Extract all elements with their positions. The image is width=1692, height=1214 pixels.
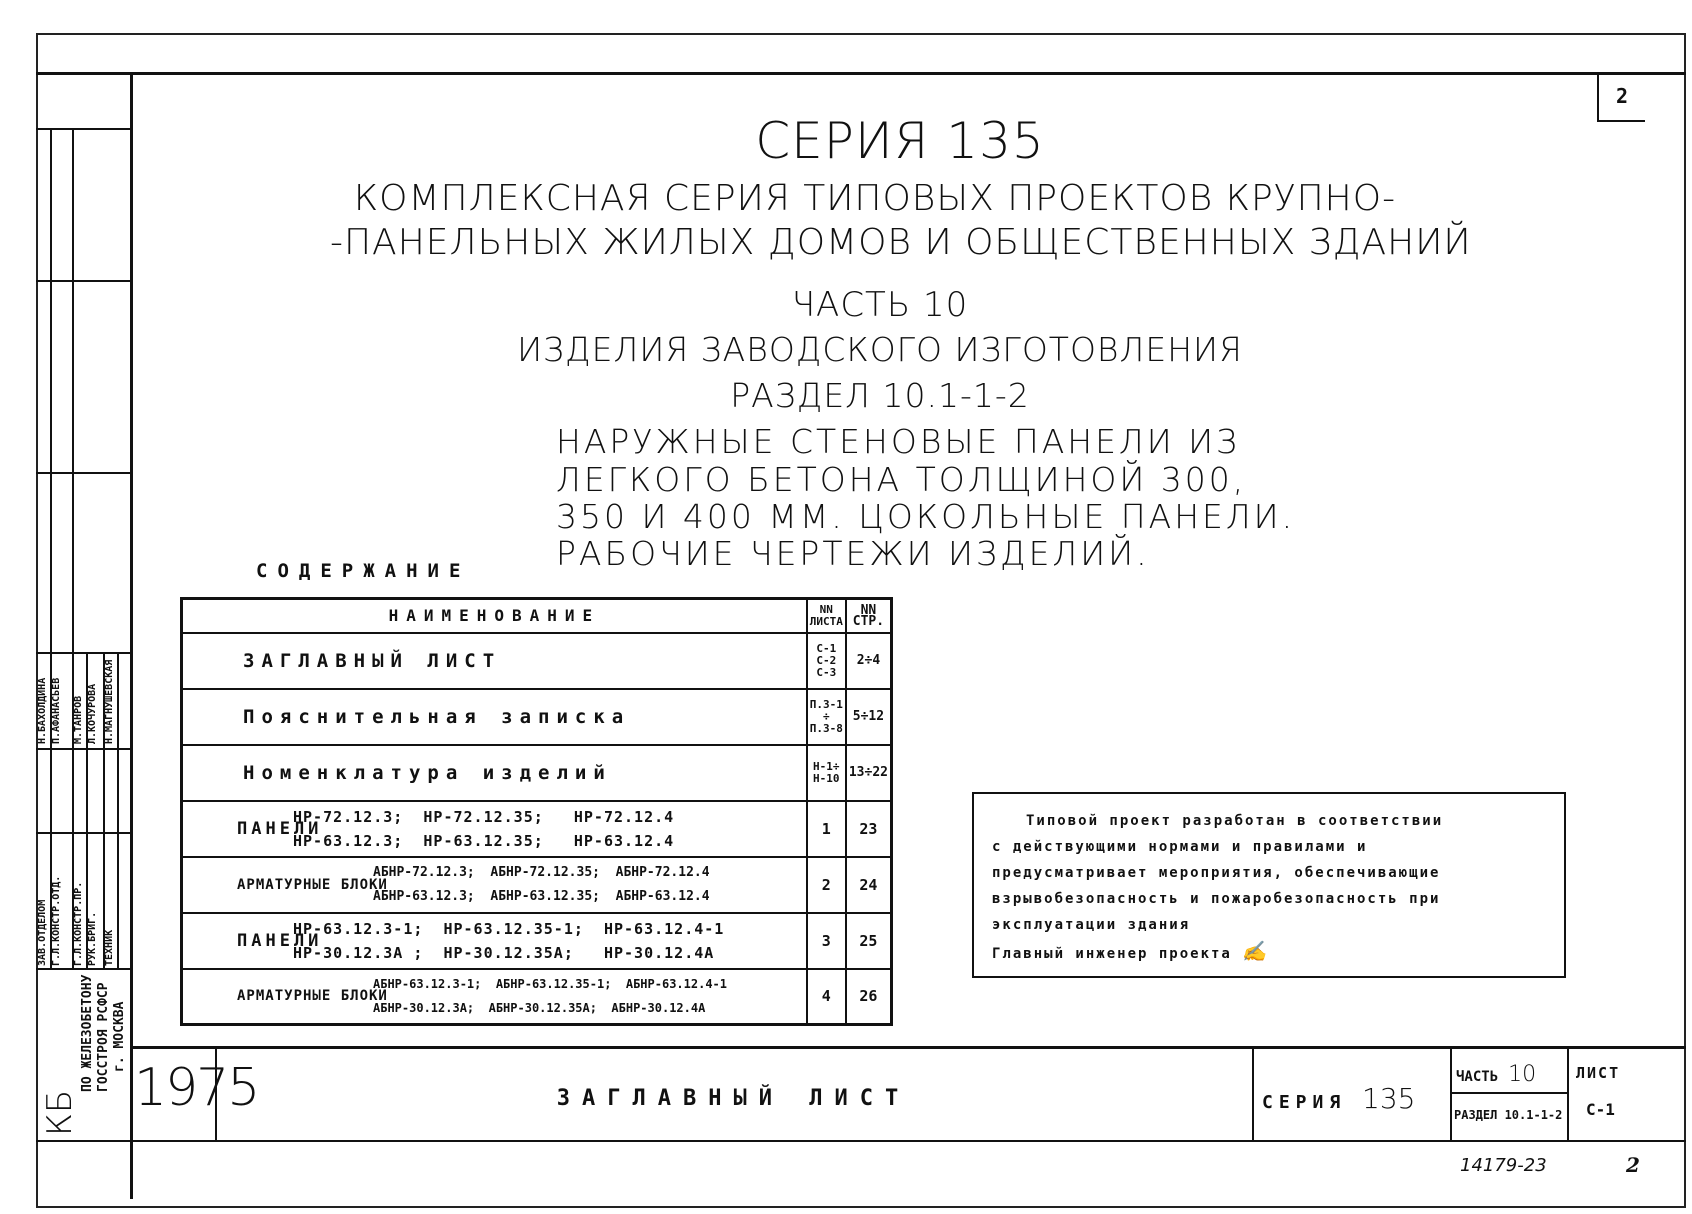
contents-heading: СОДЕРЖАНИЕ: [256, 560, 471, 582]
role-constr-proj: Г.Л.КОНСТР.ПР.: [73, 881, 84, 966]
row-label: ПАНЕЛИ: [237, 930, 323, 951]
row-sheet: П.3-1 ÷ П.3-8: [807, 689, 846, 745]
strip-divider: [36, 128, 130, 130]
stamp-part-label: ЧАСТЬ: [1456, 1069, 1499, 1085]
name-constr-proj: М.ТАНРОВ: [73, 695, 84, 744]
stamp-series-number: 135: [1362, 1082, 1416, 1115]
contents-table: [180, 597, 893, 1026]
row-name: [182, 801, 807, 857]
row-label: ПАНЕЛИ: [237, 818, 323, 839]
stamp-divider: [1567, 1046, 1569, 1140]
row-name: [182, 857, 807, 913]
inventory-number: 14179-23: [1460, 1155, 1547, 1176]
name-head: Н.БАХОЛДИНА: [37, 677, 48, 744]
note-chief-engineer: Главный инженер проекта: [992, 946, 1232, 962]
name-constr-dept: П.АФАНАСЬЕВ: [51, 677, 62, 744]
row-page: 5÷12: [846, 689, 892, 745]
description-line-1: НАРУЖНЫЕ СТЕНОВЫЕ ПАНЕЛИ ИЗ: [556, 422, 1241, 461]
stamp-series-label: СЕРИЯ: [1262, 1092, 1347, 1113]
row-page: 23: [846, 801, 892, 857]
table-row: [182, 801, 892, 857]
strip-divider: [72, 128, 74, 968]
table-row: [182, 633, 892, 689]
row-page: 26: [846, 969, 892, 1025]
row-page: 25: [846, 913, 892, 969]
row-sheet: Н-1÷ Н-10: [807, 745, 846, 801]
role-constr-dept: Г.Л.КОНСТР.ОТД.: [51, 875, 62, 966]
role-head: ЗАВ.ОТДЕЛОМ: [37, 899, 48, 966]
series-subtitle-2: -ПАНЕЛЬНЫХ ЖИЛЫХ ДОМОВ И ОБЩЕСТВЕННЫХ ЗДАНИЙ: [330, 222, 1472, 263]
org-line-2: ПО ЖЕЛЕЗОБЕТОНУ: [80, 974, 95, 1092]
row-page: 2÷4: [846, 633, 892, 689]
strip-divider: [36, 832, 130, 834]
row-page: 13÷22: [846, 745, 892, 801]
table-row: [182, 745, 892, 801]
strip-divider: [117, 652, 119, 968]
row-items: АБНР-72.12.3; АБНР-72.12.35; АБНР-72.12.4 АБНР-63.12.3; АБНР-63.12.35; АБНР-63.12.4: [373, 864, 710, 904]
left-signature-strip: [36, 72, 130, 1140]
row-sheet: 1: [807, 801, 846, 857]
note-line-1: Типовой проект разработан в соответствии: [1026, 813, 1444, 829]
row-name: [182, 969, 807, 1025]
row-label: АРМАТУРНЫЕ БЛОКИ: [237, 876, 388, 893]
row-name: Пояснительная записка: [182, 689, 807, 745]
strip-divider: [36, 968, 130, 970]
org-line-3: ГОССТРОЯ РСФСР: [96, 982, 111, 1092]
strip-divider: [36, 652, 130, 654]
footer-line: [36, 1140, 1686, 1142]
stamp-divider: [1252, 1046, 1254, 1140]
stamp-list-value: С-1: [1586, 1100, 1615, 1119]
note-line-3: предусматривает мероприятия, обеспечивающие: [992, 865, 1441, 881]
description-line-4: РАБОЧИЕ ЧЕРТЕЖИ ИЗДЕЛИЙ.: [556, 534, 1150, 573]
compliance-note: [972, 792, 1566, 978]
series-subtitle-1: КОМПЛЕКСНАЯ СЕРИЯ ТИПОВЫХ ПРОЕКТОВ КРУПНО-: [353, 178, 1397, 219]
stamp-divider: [1450, 1092, 1567, 1094]
role-brigade-lead: РУК.БРИГ.: [87, 911, 98, 966]
stamp-title: ЗАГЛАВНЫЙ ЛИСТ: [556, 1086, 911, 1111]
strip-divider: [36, 280, 130, 282]
description-line-2: ЛЕГКОГО БЕТОНА ТОЛЩИНОЙ 300,: [556, 460, 1247, 499]
row-name: [182, 913, 807, 969]
name-technician: Н.МАГНУШЕВСКАЯ: [104, 659, 115, 744]
row-sheet: 2: [807, 857, 846, 913]
table-header-row: [182, 599, 892, 633]
section-title: РАЗДЕЛ 10.1-1-2: [730, 376, 1030, 415]
stamp-year: 1975: [134, 1058, 259, 1118]
name-brigade-lead: Л.КОЧУРОВА: [87, 683, 98, 744]
row-sheet: 4: [807, 969, 846, 1025]
table-row: [182, 857, 892, 913]
part-title: ЧАСТЬ 10: [791, 285, 969, 325]
table-row: [182, 913, 892, 969]
row-sheet: 3: [807, 913, 846, 969]
stamp-list-label: ЛИСТ: [1576, 1064, 1621, 1082]
row-name: ЗАГЛАВНЫЙ ЛИСТ: [182, 633, 807, 689]
strip-divider: [36, 748, 130, 750]
stamp-part-number: 10: [1508, 1062, 1537, 1087]
org-line-4: г. МОСКВА: [112, 1001, 127, 1072]
series-title: СЕРИЯ 135: [755, 112, 1045, 170]
description-line-3: 350 И 400 ММ. ЦОКОЛЬНЫЕ ПАНЕЛИ.: [556, 497, 1296, 536]
sheet-corner-number: 2: [1597, 72, 1645, 122]
signature-icon: ✍: [1241, 939, 1267, 963]
org-abbrev: КБ: [40, 1089, 80, 1136]
table-row: [182, 689, 892, 745]
column-header-sheet: NN ЛИСТА: [807, 599, 846, 633]
row-label: АРМАТУРНЫЕ БЛОКИ: [237, 988, 388, 1005]
strip-divider: [50, 128, 52, 968]
part-subtitle: ИЗДЕЛИЯ ЗАВОДСКОГО ИЗГОТОВЛЕНИЯ: [517, 330, 1243, 369]
column-header-name: НАИМЕНОВАНИЕ: [182, 599, 807, 633]
note-line-4: взрывобезопасность и пожаробезопасность при: [992, 891, 1441, 907]
page-number: 2: [1626, 1153, 1640, 1177]
row-name: Номенклатура изделий: [182, 745, 807, 801]
note-line-5: эксплуатации здания: [992, 917, 1191, 933]
stamp-top-line: [130, 1046, 1686, 1049]
row-items: НР-72.12.3; НР-72.12.35; НР-72.12.4 НР-63.12.3; НР-63.12.35; НР-63.12.4: [293, 807, 675, 850]
table-row: [182, 969, 892, 1025]
row-page: 24: [846, 857, 892, 913]
role-technician: ТЕХНИК: [104, 929, 115, 966]
row-items: НР-63.12.3-1; НР-63.12.35-1; НР-63.12.4-1 НР-30.12.3А ; НР-30.12.35А; НР-30.12.4А: [293, 919, 725, 962]
strip-divider: [36, 472, 130, 474]
row-items: АБНР-63.12.3-1; АБНР-63.12.35-1; АБНР-63.12.4-1 АБНР-30.12.3А; АБНР-30.12.35А; АБНР-30.12.4А: [373, 977, 728, 1016]
column-header-page: NN СТР.: [846, 599, 892, 633]
stamp-part: [1456, 1062, 1536, 1087]
row-sheet: С-1 С-2 С-3: [807, 633, 846, 689]
note-line-2: с действующими нормами и правилами и: [992, 839, 1368, 855]
stamp-section: РАЗДЕЛ 10.1-1-2: [1454, 1108, 1563, 1122]
